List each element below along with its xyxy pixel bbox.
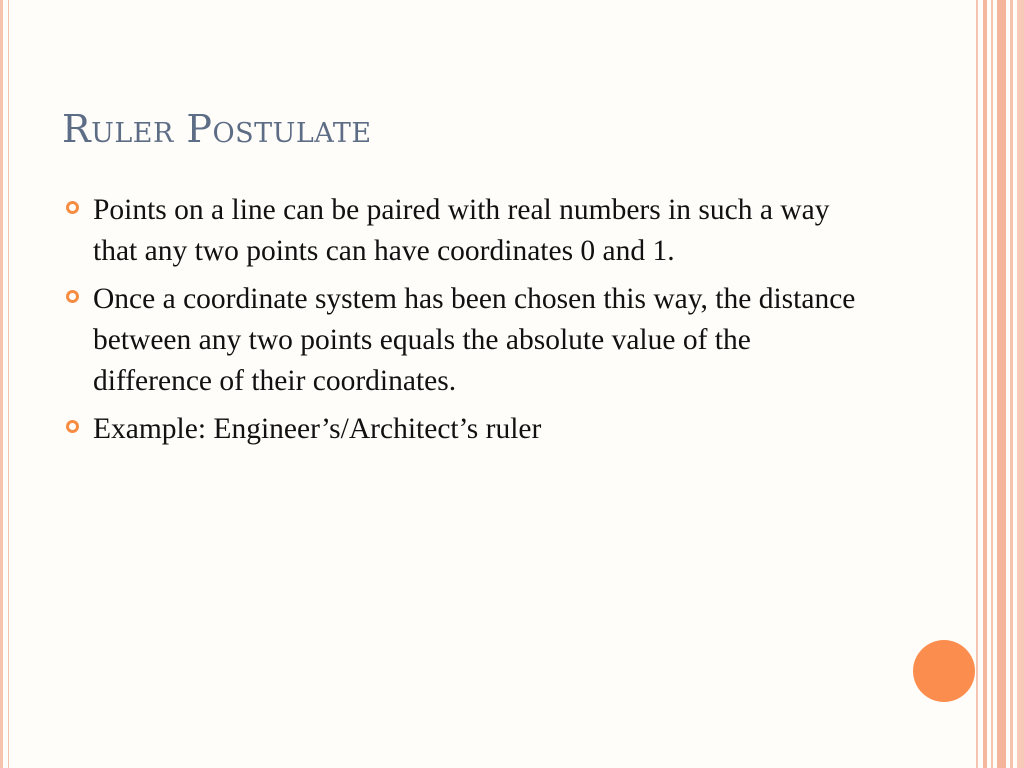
bullet-text: Points on a line can be paired with real numbers in such a way that any two points can have coordinates 0 and 1. <box>93 194 830 267</box>
bullet-icon <box>66 420 79 433</box>
decorative-circle-icon <box>913 640 975 702</box>
decorative-stripe <box>1017 0 1024 768</box>
bullet-icon <box>66 201 79 214</box>
bullet-item <box>64 409 874 450</box>
bullet-icon <box>66 290 79 303</box>
decorative-stripe <box>983 0 987 768</box>
decorative-stripe <box>0 0 3 768</box>
bullet-list <box>64 190 874 457</box>
bullet-item <box>64 190 874 272</box>
bullet-item <box>64 279 874 402</box>
decorative-stripe <box>991 0 993 768</box>
bullet-text: Example: Engineer’s/Architect’s ruler <box>93 413 542 445</box>
slide-title: Ruler Postulate <box>62 107 372 151</box>
decorative-stripe <box>976 0 978 768</box>
decorative-stripe <box>8 0 9 768</box>
decorative-stripe <box>997 0 1006 768</box>
bullet-text: Once a coordinate system has been chosen this way, the distance between any two points equals the absolute value of the difference of their coordinates. <box>93 283 856 397</box>
decorative-stripe <box>1010 0 1013 768</box>
